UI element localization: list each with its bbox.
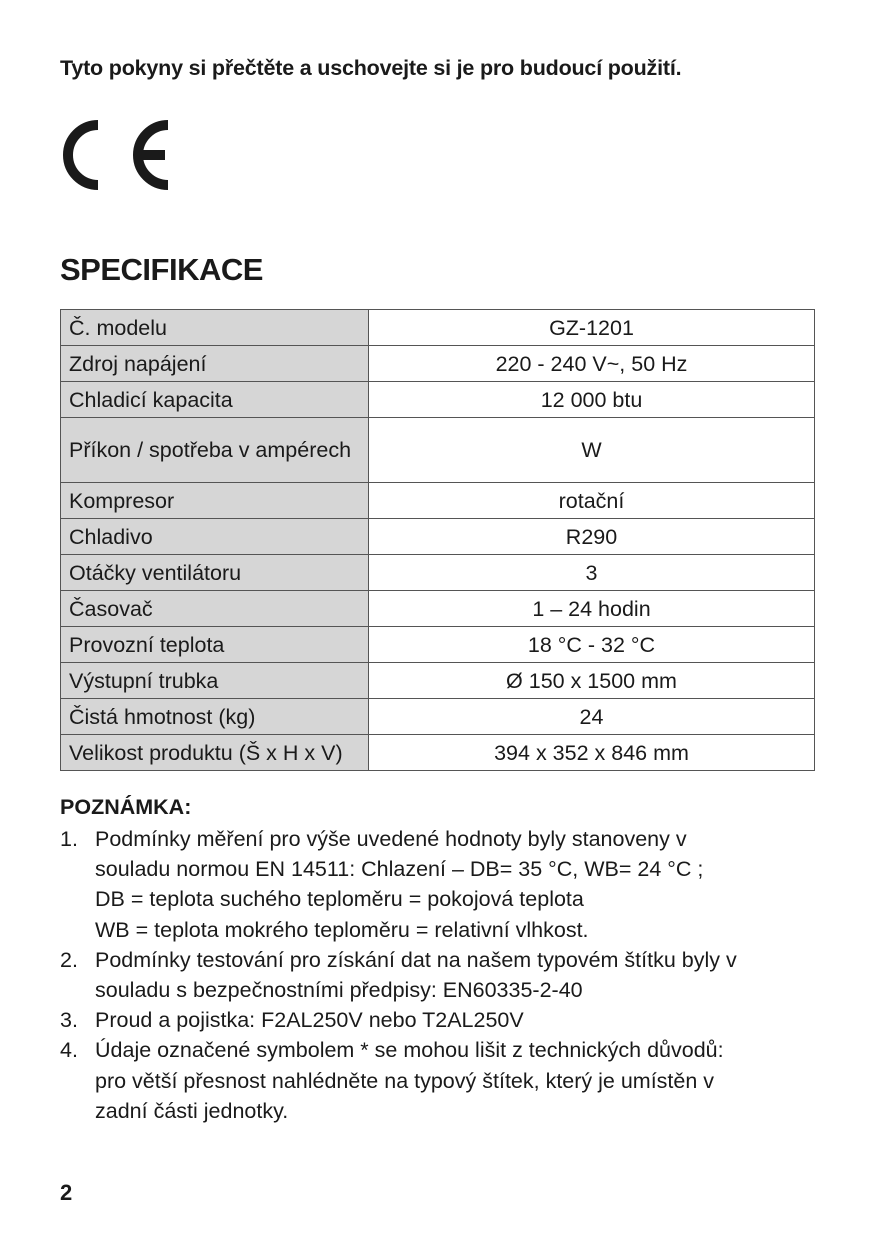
spec-value: R290	[369, 519, 815, 555]
spec-value: 394 x 352 x 846 mm	[369, 735, 815, 771]
spec-value: 18 °C - 32 °C	[369, 627, 815, 663]
spec-label: Časovač	[61, 591, 369, 627]
spec-label: Zdroj napájení	[61, 346, 369, 382]
spec-label: Velikost produktu (Š x H x V)	[61, 735, 369, 771]
note-line: WB = teplota mokrého teploměru = relativní vlhkost.	[95, 917, 589, 942]
note-line: Podmínky testování pro získání dat na našem typovém štítku byly v	[95, 947, 737, 972]
notes-heading: POZNÁMKA:	[60, 795, 192, 819]
table-row	[61, 699, 815, 735]
spec-value: GZ-1201	[369, 310, 815, 346]
table-row	[61, 418, 815, 483]
spec-value: rotační	[369, 483, 815, 519]
spec-label: Č. modelu	[61, 310, 369, 346]
spec-value: 220 - 240 V~, 50 Hz	[369, 346, 815, 382]
note-line: DB = teplota suchého teploměru = pokojová teplota	[95, 887, 584, 912]
spec-label: Chladivo	[61, 519, 369, 555]
page-number: 2	[60, 1180, 73, 1205]
spec-value: Ø 150 x 1500 mm	[369, 663, 815, 699]
note-line: Údaje označené symbolem * se mohou lišit z technických důvodů:	[95, 1038, 724, 1063]
spec-label: Provozní teplota	[61, 627, 369, 663]
note-line: Proud a pojistka: F2AL250V nebo T2AL250V	[95, 1008, 524, 1033]
intro-text: Tyto pokyny si přečtěte a uschovejte si je pro budoucí použití.	[60, 56, 682, 80]
spec-label: Otáčky ventilátoru	[61, 555, 369, 591]
note-number: 4.	[60, 1038, 78, 1063]
table-row	[61, 382, 815, 418]
table-row	[61, 591, 815, 627]
table-row	[61, 483, 815, 519]
spec-value: W	[369, 418, 815, 483]
note-line: Podmínky měření pro výše uvedené hodnoty byly stanoveny v	[95, 827, 687, 851]
spec-value: 3	[369, 555, 815, 591]
note-number: 2.	[60, 947, 78, 972]
note-line: pro větší přesnost nahlédněte na typový štítek, který je umístěn v	[95, 1068, 715, 1093]
spec-value: 12 000 btu	[369, 382, 815, 418]
spec-label: Výstupní trubka	[61, 663, 369, 699]
spec-label: Příkon / spotřeba v ampérech	[61, 418, 369, 483]
note-item	[60, 945, 820, 1005]
note-item	[60, 1005, 820, 1035]
page-title: SPECIFIKACE	[60, 252, 263, 287]
notes-list	[60, 824, 820, 1126]
table-row	[61, 346, 815, 382]
note-line: zadní části jednotky.	[95, 1098, 289, 1123]
note-number: 3.	[60, 1008, 78, 1033]
note-item	[60, 824, 820, 945]
table-row	[61, 555, 815, 591]
table-row	[61, 735, 815, 771]
table-row	[61, 519, 815, 555]
note-line: souladu normou EN 14511: Chlazení – DB= 35 °C, WB= 24 °C ;	[95, 857, 704, 882]
spec-label: Chladicí kapacita	[61, 382, 369, 418]
spec-value: 24	[369, 699, 815, 735]
ce-mark-icon	[60, 116, 172, 199]
spec-label: Čistá hmotnost (kg)	[61, 699, 369, 735]
note-item	[60, 1035, 820, 1126]
table-row	[61, 310, 815, 346]
note-number: 1.	[60, 827, 78, 851]
spec-table	[60, 309, 815, 771]
note-line: souladu s bezpečnostními předpisy: EN60335-2-40	[95, 978, 583, 1003]
table-row	[61, 627, 815, 663]
table-row	[61, 663, 815, 699]
spec-value: 1 – 24 hodin	[369, 591, 815, 627]
spec-label: Kompresor	[61, 483, 369, 519]
